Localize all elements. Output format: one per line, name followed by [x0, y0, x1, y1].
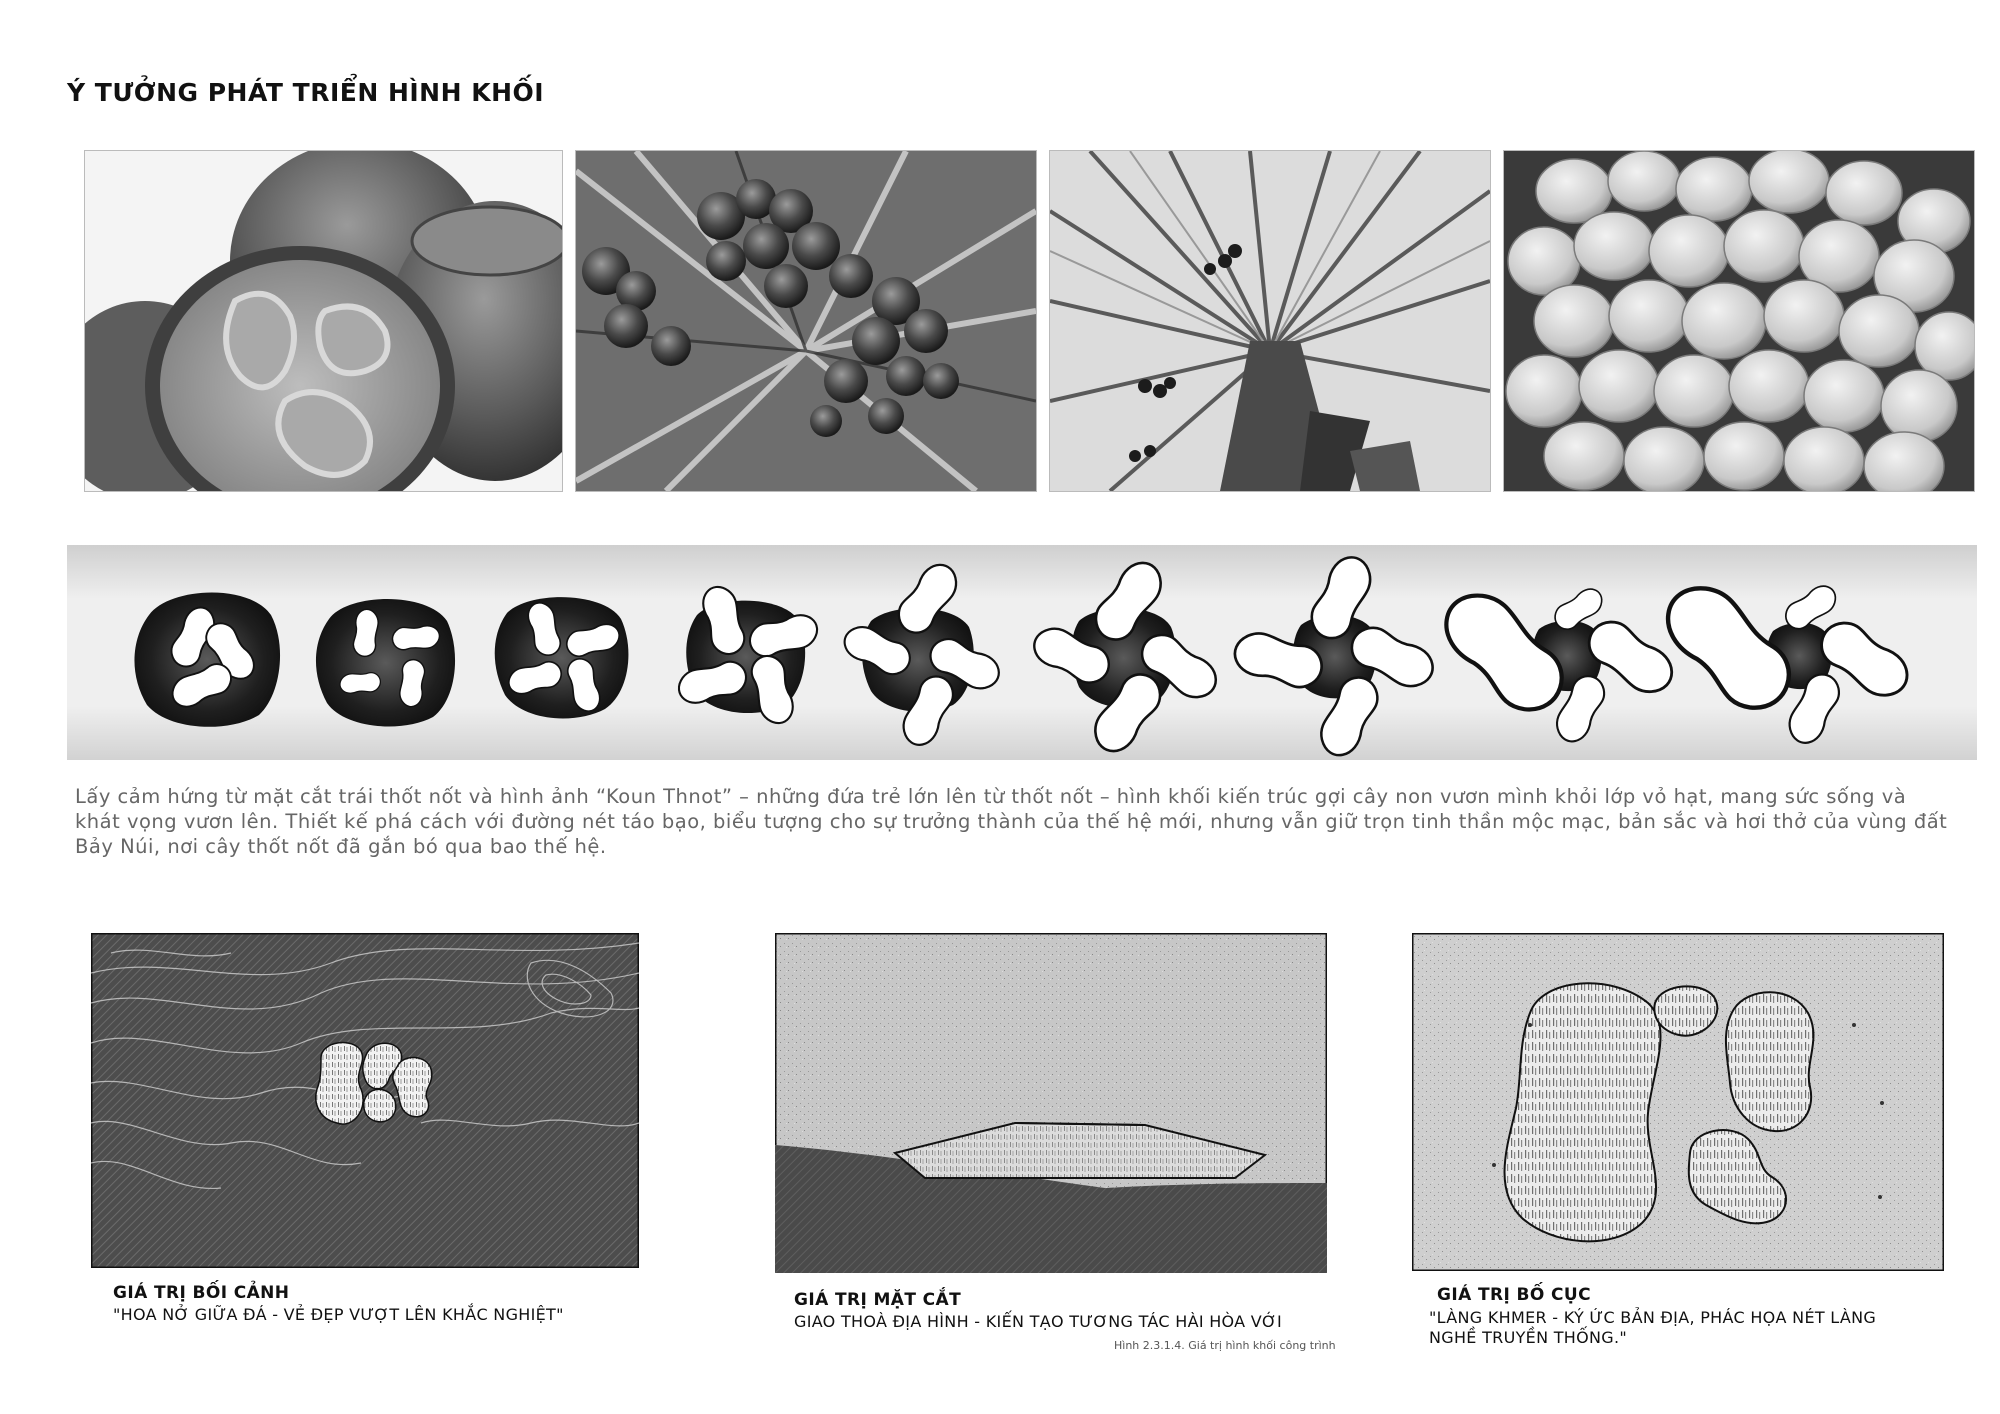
context-panel-text: "HOA NỞ GIỮA ĐÁ - VẺ ĐẸP VƯỢT LÊN KHẮC NGHIỆT" — [113, 1305, 564, 1324]
context-panel — [91, 933, 639, 1268]
layout-panel — [1412, 933, 1944, 1271]
page-title: Ý TƯỞNG PHÁT TRIỂN HÌNH KHỐI — [67, 78, 545, 107]
photo-fruit-cross-section — [84, 150, 563, 492]
concept-description: Lấy cảm hứng từ mặt cắt trái thốt nốt và hình ảnh “Koun Thnot” – những đứa trẻ lớn lên từ thốt nốt – hình khối kiến trúc gợi cây non vươn mình khỏi lớp vỏ hạt, mang sức sống và khát vọng vươn lên. Thiết kế phá cách với đường nét táo bạo, biểu tượng cho sự trưởng thành của thế hệ mới, nhưng vẫn giữ trọn tinh thần mộc mạc, bản sắc và hơi thở của vùng đất Bảy Núi, nơi cây thốt nốt đã gắn bó qua bao thế hệ. — [75, 785, 1948, 858]
form-evolution-diagram — [67, 545, 1977, 760]
form-stage-1 — [134, 592, 280, 726]
photo-palm-fruit-cluster — [575, 150, 1037, 492]
section-panel-text: GIAO THOÀ ĐỊA HÌNH - KIẾN TẠO TƯƠNG TÁC HÀI HÒA VỚI — [794, 1312, 1282, 1331]
photo-palm-seeds — [1503, 150, 1975, 492]
photo-palm-crown — [1049, 150, 1491, 492]
section-panel — [775, 933, 1327, 1273]
layout-panel-heading: GIÁ TRỊ BỐ CỤC — [1437, 1285, 1591, 1305]
figure-caption: Hình 2.3.1.4. Giá trị hình khối công trình — [1114, 1339, 1336, 1352]
form-stage-3 — [495, 597, 629, 718]
form-stage-2 — [316, 599, 455, 726]
layout-panel-text: "LÀNG KHMER - KÝ ỨC BẢN ĐỊA, PHÁC HỌA NÉT LÀNG NGHỀ TRUYỀN THỐNG." — [1429, 1308, 1877, 1347]
context-panel-heading: GIÁ TRỊ BỐI CẢNH — [113, 1283, 290, 1303]
section-panel-heading: GIÁ TRỊ MẶT CẮT — [794, 1290, 962, 1310]
